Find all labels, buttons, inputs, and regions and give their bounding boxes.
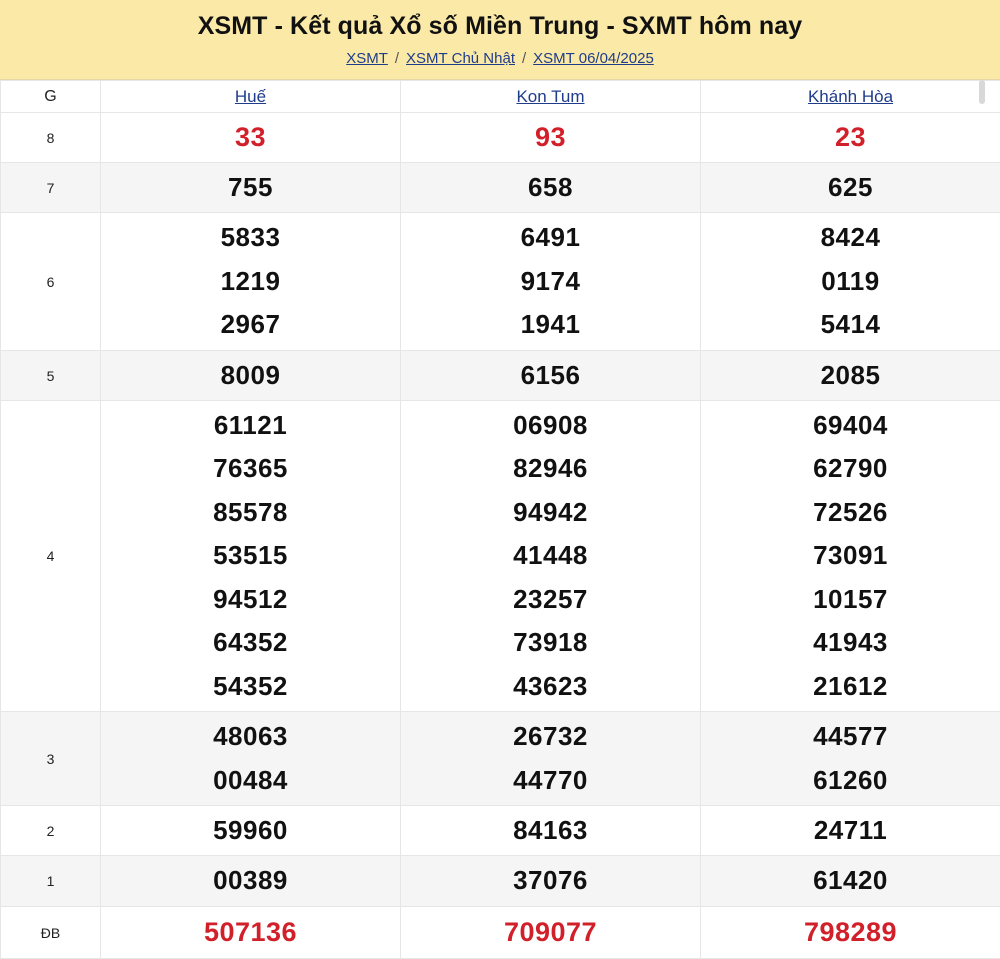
prize-number: 61121 (101, 404, 400, 448)
prize-cell-kon-tum (401, 113, 701, 163)
prize-cell-khanh-hoa (701, 113, 1000, 163)
prize-cell-hue (101, 806, 401, 856)
prize-cell-hue (101, 907, 401, 959)
prize-cell-kon-tum (401, 712, 701, 806)
prize-number: 1219 (101, 260, 400, 304)
prize-number: 94512 (101, 578, 400, 622)
prize-cell-khanh-hoa (701, 351, 1000, 401)
prize-label: 2 (1, 806, 101, 856)
prize-number: 93 (401, 116, 700, 160)
page-title: XSMT - Kết quả Xổ số Miền Trung - SXMT hôm nay (0, 12, 1000, 41)
prize-number: 59960 (101, 809, 400, 853)
prize-cell-hue (101, 113, 401, 163)
prize-cell-kon-tum (401, 856, 701, 907)
prize-cell-khanh-hoa (701, 213, 1000, 351)
prize-cell-kon-tum (401, 806, 701, 856)
table-header-row (1, 81, 1000, 113)
prize-cell-khanh-hoa (701, 856, 1000, 907)
province-link-khanh-hoa[interactable]: Khánh Hòa (808, 87, 893, 106)
prize-number: 507136 (101, 911, 400, 955)
prize-label: 3 (1, 712, 101, 806)
prize-number: 94942 (401, 491, 700, 535)
prize-label: 7 (1, 163, 101, 213)
prize-cell-hue (101, 351, 401, 401)
prize-number: 48063 (101, 715, 400, 759)
prize-number: 54352 (101, 665, 400, 709)
prize-cell-hue (101, 856, 401, 907)
prize-number: 64352 (101, 621, 400, 665)
prize-row (1, 806, 1000, 856)
prize-number: 24711 (701, 809, 1000, 853)
prize-number: 625 (701, 166, 1000, 210)
prize-cell-hue (101, 401, 401, 712)
prize-number: 53515 (101, 534, 400, 578)
prize-number: 33 (101, 116, 400, 160)
prize-cell-kon-tum (401, 907, 701, 959)
province-header-khanh-hoa (701, 81, 1000, 113)
prize-number: 62790 (701, 447, 1000, 491)
giai-column-header: G (1, 81, 101, 113)
prize-label: 8 (1, 113, 101, 163)
prize-number: 8424 (701, 216, 1000, 260)
breadcrumb-separator: / (395, 50, 399, 67)
prize-number: 2085 (701, 354, 1000, 398)
breadcrumb-link-date[interactable]: XSMT 06/04/2025 (533, 50, 654, 67)
prize-number: 5414 (701, 303, 1000, 347)
prize-number: 82946 (401, 447, 700, 491)
prize-number: 69404 (701, 404, 1000, 448)
prize-number: 2967 (101, 303, 400, 347)
prize-cell-khanh-hoa (701, 401, 1000, 712)
prize-row (1, 113, 1000, 163)
prize-number: 658 (401, 166, 700, 210)
prize-table-body (1, 113, 1000, 959)
prize-row (1, 712, 1000, 806)
prize-cell-khanh-hoa (701, 806, 1000, 856)
prize-row (1, 856, 1000, 907)
prize-number: 21612 (701, 665, 1000, 709)
prize-cell-hue (101, 712, 401, 806)
prize-number: 798289 (701, 911, 1000, 955)
prize-cell-khanh-hoa (701, 712, 1000, 806)
prize-number: 6156 (401, 354, 700, 398)
prize-number: 06908 (401, 404, 700, 448)
prize-number: 9174 (401, 260, 700, 304)
province-link-kon-tum[interactable]: Kon Tum (516, 87, 584, 106)
prize-cell-khanh-hoa (701, 163, 1000, 213)
province-header-hue (101, 81, 401, 113)
breadcrumb-separator: / (522, 50, 526, 67)
prize-number: 61420 (701, 859, 1000, 903)
prize-row (1, 401, 1000, 712)
prize-number: 709077 (401, 911, 700, 955)
prize-number: 10157 (701, 578, 1000, 622)
prize-number: 41448 (401, 534, 700, 578)
prize-number: 41943 (701, 621, 1000, 665)
breadcrumb-link-day[interactable]: XSMT Chủ Nhật (406, 50, 515, 67)
prize-row (1, 907, 1000, 959)
prize-cell-kon-tum (401, 213, 701, 351)
prize-number: 23257 (401, 578, 700, 622)
province-header-kon-tum (401, 81, 701, 113)
prize-number: 85578 (101, 491, 400, 535)
prize-cell-kon-tum (401, 351, 701, 401)
province-link-hue[interactable]: Huế (235, 87, 266, 106)
prize-row (1, 213, 1000, 351)
breadcrumb (0, 50, 1000, 67)
prize-number: 61260 (701, 759, 1000, 803)
prize-number: 5833 (101, 216, 400, 260)
prize-number: 6491 (401, 216, 700, 260)
prize-row (1, 163, 1000, 213)
prize-cell-khanh-hoa (701, 907, 1000, 959)
prize-number: 73091 (701, 534, 1000, 578)
prize-number: 0119 (701, 260, 1000, 304)
prize-number: 00484 (101, 759, 400, 803)
prize-number: 26732 (401, 715, 700, 759)
prize-number: 44770 (401, 759, 700, 803)
prize-label: 5 (1, 351, 101, 401)
page-header (0, 0, 1000, 80)
prize-cell-hue (101, 163, 401, 213)
prize-number: 1941 (401, 303, 700, 347)
prize-number: 84163 (401, 809, 700, 853)
prize-number: 76365 (101, 447, 400, 491)
prize-number: 73918 (401, 621, 700, 665)
prize-number: 44577 (701, 715, 1000, 759)
prize-number: 23 (701, 116, 1000, 160)
prize-number: 37076 (401, 859, 700, 903)
scrollbar-thumb[interactable] (979, 80, 985, 104)
prize-number: 43623 (401, 665, 700, 709)
breadcrumb-link-xsmt[interactable]: XSMT (346, 50, 388, 67)
prize-label: 1 (1, 856, 101, 907)
prize-label: 4 (1, 401, 101, 712)
prize-number: 755 (101, 166, 400, 210)
prize-cell-kon-tum (401, 163, 701, 213)
prize-label: ĐB (1, 907, 101, 959)
prize-cell-kon-tum (401, 401, 701, 712)
prize-number: 8009 (101, 354, 400, 398)
prize-number: 72526 (701, 491, 1000, 535)
prize-label: 6 (1, 213, 101, 351)
prize-row (1, 351, 1000, 401)
results-table (0, 80, 1000, 959)
prize-cell-hue (101, 213, 401, 351)
prize-number: 00389 (101, 859, 400, 903)
